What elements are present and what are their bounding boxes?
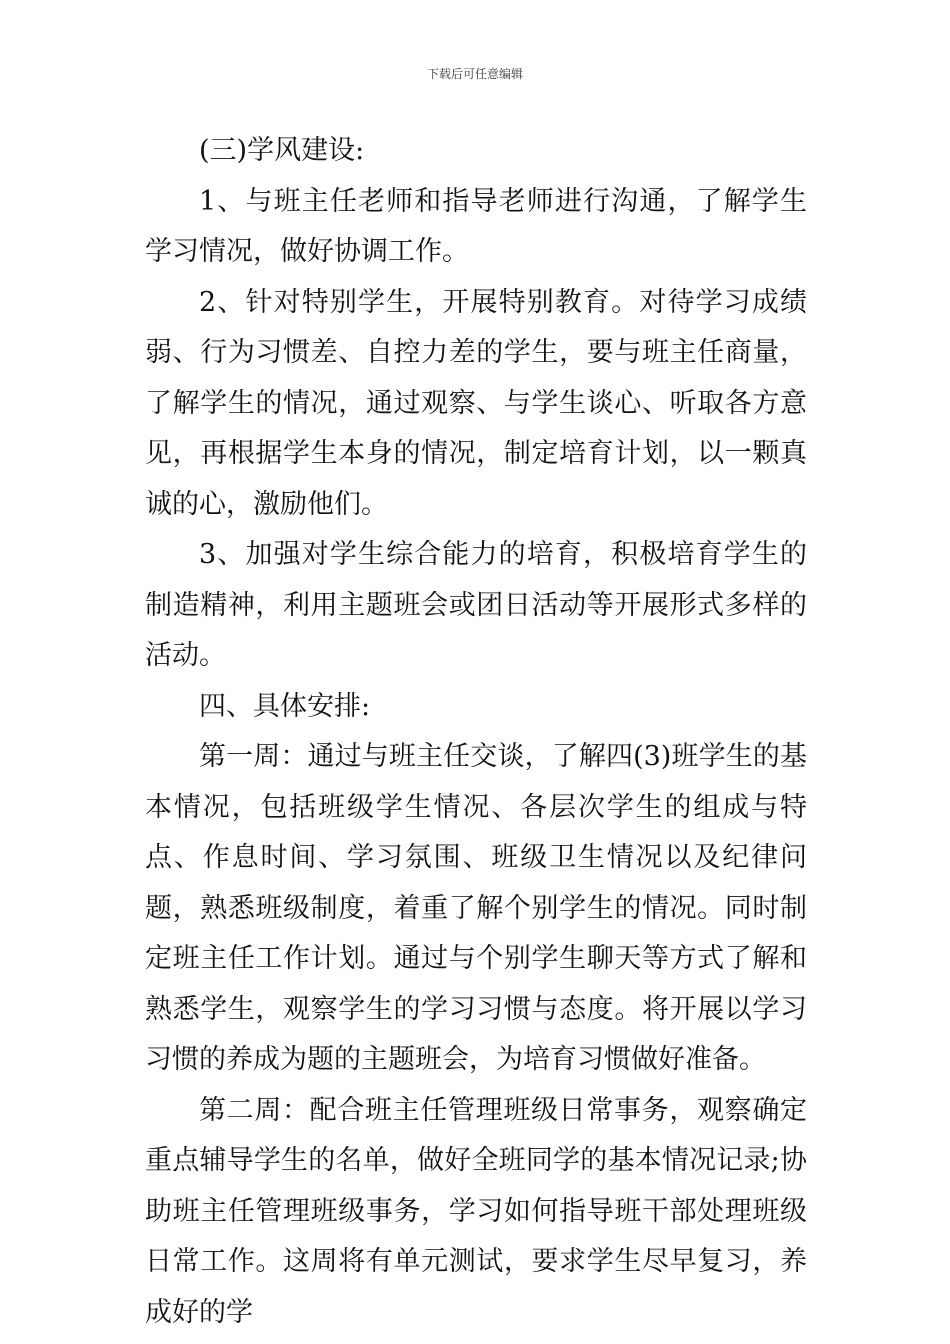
section-heading-study-style: (三)学风建设:: [199, 135, 365, 166]
page-header-note: 下载后可任意编辑: [426, 67, 523, 81]
paragraph-week-1: 第一周：通过与班主任交谈，了解四(3)班学生的基本情况，包括班级学生情况、各层次学生的组成与特点、作息时间、学习氛围、班级卫生情况以及纪律问题，熟悉班级制度，着重了解个别学生的情况。同时制定班主任工作计划。通过与个别学生聊天等方式了解和熟悉学生，观察学生的学习习惯与态度。将开展以学习习惯的养成为题的主题班会，为培育习惯做好准备。: [145, 741, 807, 1075]
paragraph-item-2: 2、针对特别学生，开展特别教育。对待学习成绩弱、行为习惯差、自控力差的学生，要与班主任商量，了解学生的情况，通过观察、与学生谈心、听取各方意见，再根据学生本身的情况，制定培育计划，以一颗真诚的心，激励他们。: [145, 286, 807, 520]
paragraph-item-3: 3、加强对学生综合能力的培育，积极培育学生的制造精神，利用主题班会或团日活动等开展形式多样的活动。: [145, 539, 807, 671]
paragraph-week-2: 第二周：配合班主任管理班级日常事务，观察确定重点辅导学生的名单，做好全班同学的基本情况记录;协助班主任管理班级事务，学习如何指导班干部处理班级日常工作。这周将有单元测试，要求学生尽早复习，养成好的学: [145, 1094, 807, 1328]
paragraph-item-1: 1、与班主任老师和指导老师进行沟通，了解学生学习情况，做好协调工作。: [145, 185, 807, 267]
document-body: [145, 126, 807, 1338]
section-heading-schedule: 四、具体安排:: [199, 690, 371, 722]
